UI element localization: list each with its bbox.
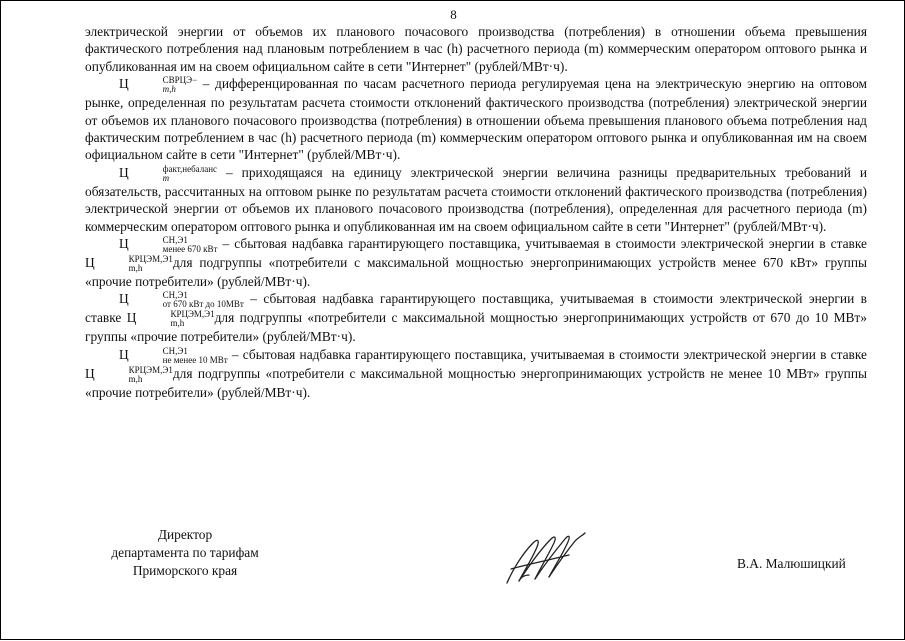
page-number: 8 [450,7,457,22]
paragraph-svrce [85,75,867,164]
paragraph-text: для подгруппы «потребители с максимальной мощностью энергопринимающих устройств не менее 10 МВт» группы «прочие потребители» (рублей/МВт·ч). [85,365,867,400]
paragraph-markup-over-10mw [85,346,867,401]
formula-rate-symbol: Ц КРЦЭМ,Э1 m,h [126,309,215,329]
formula-rate-symbol: Ц КРЦЭМ,Э1 m,h [85,364,173,384]
paragraph-text: для подгруппы «потребители с максимальной мощностью энергопринимающих устройств менее 670 кВт» группы «прочие потребители» (рублей/МВт·ч). [85,255,867,290]
paragraph-text: для подгруппы «потребители с максимальной мощностью энергопринимающих устройств от 670 до 10 МВт» группы «прочие потребители» (рублей/МВт·ч). [85,310,867,345]
formula-symbol: Ц СН,Э1 менее 670 кВт [119,235,218,255]
handwritten-signature [499,525,589,587]
paragraph-markup-less-670 [85,235,867,290]
paragraph-text: – сбытовая надбавка гарантирующего поставщика, учитываемая в стоимости электрической энергии в ставке [217,236,867,252]
document-body [85,23,867,401]
paragraph-text: – дифференцированная по часам расчетного периода регулируемая цена на электрическую энергию на оптовом рынке, определенная по результатам расчета стоимости отклонений фактического производства (потребления) электрической энергии от объемов их планового почасового производства (потребления) в отношении объема превышения планового объема потребления над фактическим потреблением в час (h) расчетного периода (m) коммерческим оператором оптового рынка и опубликованная им на своем официальном сайте в сети "Интернет" (рублей/МВт·ч). [85,76,867,163]
director-line: Приморского края [132,562,238,578]
paragraph-continuation: электрической энергии от объемов их планового почасового производства (потребления) в отношении объема превышения фактического потребления над плановым потреблением в час (h) расчетного периода (m) коммерческим оператором оптового рынка и опубликованная им на своем официальном сайте в сети "Интернет" (рублей/МВт·ч). [85,24,867,74]
signer-name: В.А. Малюшицкий [737,556,846,571]
paragraph-fakt-nebalans [85,164,867,235]
director-line: Директор [157,527,213,542]
formula-rate-symbol: Ц КРЦЭМ,Э1 m,h [85,254,173,274]
formula-symbol: Ц СН,Э1 от 670 кВт до 10МВт [119,290,244,310]
paragraph-text: – сбытовая надбавка гарантирующего поставщика, учитываемая в стоимости электрической энергии в ставке [85,291,867,326]
paragraph-text: – сбытовая надбавка гарантирующего поставщика, учитываемая в стоимости электрической энергии в ставке [227,346,867,362]
paragraph-markup-670-10mw [85,290,867,345]
formula-symbol: Ц факт,небаланс m [119,163,218,183]
director-title [85,526,285,579]
formula-symbol: Ц СВРЦЭ− m,h [119,75,198,95]
paragraph-text: – приходящаяся на единицу электрической энергии величина разницы предварительных требований и обязательств, рассчитанных на оптовом рынке по результатам расчета стоимости отклонений фактического производства (потребления) электрической энергии от объемов их планового почасового производства (потребления), определенная для расчетного периода (m) коммерческим оператором оптового рынка и опубликованная им на своем официальном сайте в сети "Интернет" (рублей/МВт·ч). [85,164,867,234]
director-line: департамента по тарифам [111,544,259,560]
formula-symbol: Ц СН,Э1 не менее 10 МВт [119,345,228,365]
